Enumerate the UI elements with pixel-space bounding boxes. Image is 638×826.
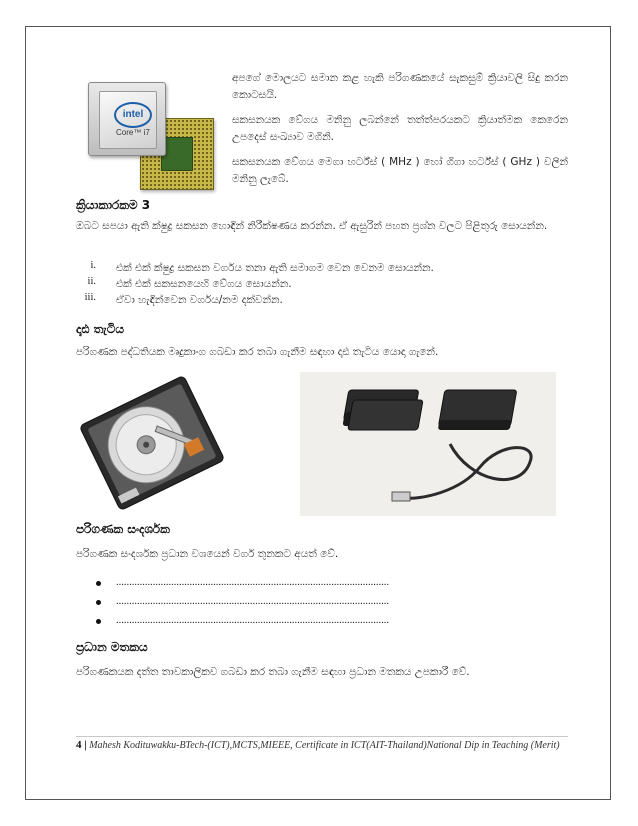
activity-item-number: i. [90, 260, 96, 271]
page-footer [76, 736, 568, 752]
activity-heading: ක්‍රියාකාරකම 3 [76, 198, 151, 212]
monitor-blank: ........................................................................................................ [116, 615, 389, 626]
bullet-icon [96, 619, 101, 624]
monitor-blank: ........................................................................................................ [116, 596, 389, 607]
monitor-blank: ........................................................................................................ [116, 577, 389, 588]
cpu-speed-units: සකසනයක වේගය මෙගා හර්ට්ස් ( MHz ) හෝ ගිගා හර්ට්ස් ( GHz ) වලින් මනිනු ලැබේ. [232, 156, 568, 185]
memory-heading: ප්‍රධාන මතකය [76, 640, 148, 654]
activity-item: ඒවා හැඳින්වෙන වර්ගය/නම දක්වන්න. [116, 294, 283, 306]
cpu-description: අපගේ මොලයට සමාන කළ හැකි පරිගණකයේ සැකසුම් ක්‍රියාවලි සිදු කරන කොටසයි. [232, 72, 568, 101]
hard-disk-heading: දෘඪ තැටිය [76, 322, 124, 336]
activity-item-number: ii. [87, 276, 96, 287]
footer-author: Mahesh Kodituwakku-BTech-(ICT),MCTS,MIEEE, Certificate in ICT(AIT-Thailand)National Dip in Teaching (Merit) [89, 740, 560, 751]
cpu-speed-description: සකසනයක වේගය මනිනු ලබන්නේ තත්ත්පරයකට ක්‍රියාත්මක කෙරෙන උපදෙස් සංඛ්‍යාව මගිනි. [232, 114, 568, 143]
bullet-icon [96, 581, 101, 586]
cpu-chip-front [88, 82, 166, 156]
activity-instructions: ඔබට සපයා ඇති ක්ෂුද්‍ර සකසන හොඳින් නිරීක්ෂණය කරන්න. ඒ ඇසුරින් පහත ප්‍රශ්න වලට පිළිතුරු සොයන්න. [76, 220, 548, 232]
external-hard-disk-image [300, 372, 556, 516]
bullet-icon [96, 600, 101, 605]
memory-description: පරිගණකයක දත්ත තාවකාලිකව ගබඩා කර තබා ගැනීම සඳහා ප්‍රධාන මතකය උපකාරී වේ. [76, 666, 470, 678]
monitor-heading: පරිගණක සංදර්ශක [76, 522, 170, 536]
cpu-model-label: Core™ i7 [116, 128, 150, 137]
hard-disk-description: පරිගණක පද්ධතියක මෘදුකාංග ගබඩා කර තබා ගැනීම සඳහා දෘඪ තැටිය යොදා ගැනේ. [76, 346, 439, 358]
page-number: 4 | [76, 739, 87, 751]
internal-hard-disk-image [76, 372, 228, 514]
activity-item: එක් එක් ක්ෂුද්‍ර සකසන වර්ගය තනා ඇති සමාගම වෙන වෙනම සොයන්න. [116, 262, 434, 274]
activity-item: එක් එක් සකසනයෙහි වේගය සොයන්න. [116, 278, 292, 290]
monitor-description: පරිගණක සංදර්ශක ප්‍රධාන වශයෙන් වර්ග තුනකට අයත් වේ. [76, 548, 339, 560]
intel-logo: intel [114, 102, 152, 128]
activity-item-number: iii. [84, 292, 96, 303]
